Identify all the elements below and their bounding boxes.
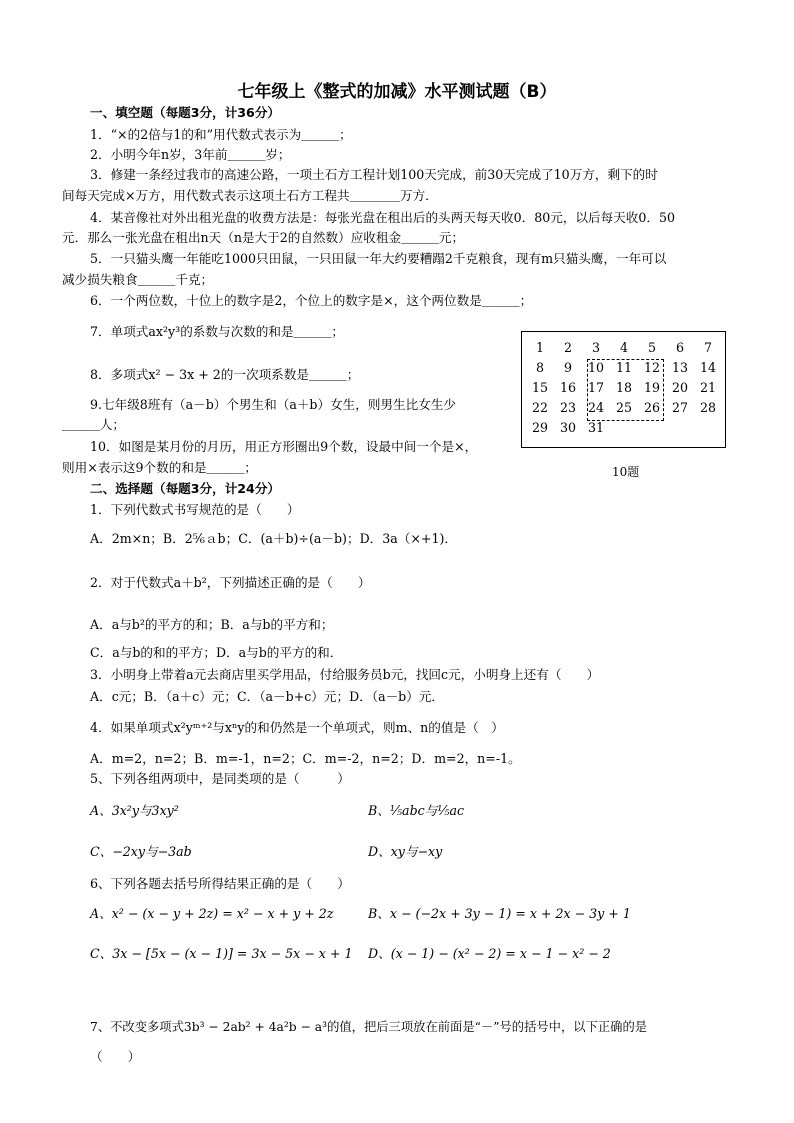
- question-8: 8．多项式x² − 3x + 2的一次项系数是＿＿＿；: [90, 367, 360, 382]
- mc-question-6-option-d: D、(x − 1) − (x² − 2) = x − 1 − x² − 2: [368, 946, 611, 961]
- calendar-day: 24: [587, 400, 605, 415]
- calendar-day: 28: [699, 400, 717, 415]
- calendar-day: 2: [563, 340, 572, 355]
- calendar-day: 16: [559, 380, 577, 395]
- mc-question-1-options: A．2m×n；B．2⁵⁄₆ａb；C．(a＋b)÷(a－b)；D．3a（×+1)．: [90, 531, 457, 546]
- question-9-line-2: ＿＿＿人；: [62, 417, 125, 432]
- mc-question-3: 3．小明身上带着a元去商店里买学用品，付给服务员b元，找回c元，小明身上还有（ ）: [90, 667, 600, 682]
- mc-question-3-options: A．c元；B．（a＋c）元；C．（a－b+c）元；D．（a－b）元．: [90, 689, 445, 704]
- calendar-day: 30: [559, 420, 577, 435]
- calendar-day: 31: [587, 420, 605, 435]
- calendar-day: 22: [531, 400, 549, 415]
- calendar-day: 8: [535, 360, 544, 375]
- mc-question-2-options-ab: A．a与b²的平方的和；B．a与b的平方和；: [90, 617, 334, 632]
- mc-question-5: 5、下列各组两项中，是同类项的是（ ）: [90, 771, 350, 786]
- calendar-day: 20: [671, 380, 689, 395]
- calendar-day: 4: [619, 340, 628, 355]
- mc-question-5-option-a: A、3x²y与3xy²: [90, 803, 179, 818]
- mc-question-4: 4．如果单项式x²yᵐ⁺²与xⁿy的和仍然是一个单项式，则m、n的值是（ ）: [90, 720, 504, 735]
- section-heading-multiple-choice: 二、选择题（每题3分，计24分）: [90, 481, 281, 496]
- calendar-day: 3: [591, 340, 600, 355]
- page-title: 七年级上《整式的加减》水平测试题（B）: [237, 82, 557, 102]
- mc-question-2: 2．对于代数式a＋b²，下列描述正确的是（ ）: [90, 575, 371, 590]
- mc-question-6-option-b: B、x − (−2x + 3y − 1) = x + 2x − 3y + 1: [368, 906, 631, 921]
- calendar-day: 7: [703, 340, 712, 355]
- calendar-day: 25: [615, 400, 633, 415]
- calendar-day: 5: [647, 340, 656, 355]
- mc-question-6: 6、下列各题去括号所得结果正确的是（ ）: [90, 876, 350, 891]
- mc-question-7-line-2: （ ）: [90, 1049, 141, 1064]
- question-7: 7．单项式ax²y³的系数与次数的和是＿＿＿；: [90, 324, 344, 339]
- calendar-day: 10: [587, 360, 605, 375]
- mc-question-6-option-a: A、x² − (x − y + 2z) = x² − x + y + 2z: [90, 906, 334, 921]
- calendar-day: 17: [587, 380, 605, 395]
- mc-question-5-option-d: D、xy与−xy: [368, 844, 443, 859]
- calendar-day: 12: [643, 360, 661, 375]
- question-9-line-1: 9.七年级8班有（a－b）个男生和（a＋b）女生，则男生比女生少: [90, 397, 457, 412]
- calendar-day: 9: [563, 360, 572, 375]
- calendar-figure: [521, 331, 726, 448]
- calendar-day: 27: [671, 400, 689, 415]
- question-5-line-1: 5．一只猫头鹰一年能吃1000只田鼠，一只田鼠一年大约要糟蹋2千克粮食，现有m只猫头鹰，一年可以: [90, 251, 667, 266]
- mc-question-6-option-c: C、3x − [5x − (x − 1)] = 3x − 5x − x + 1: [90, 946, 353, 961]
- calendar-day: 29: [531, 420, 549, 435]
- calendar-day: 23: [559, 400, 577, 415]
- mc-question-5-option-c: C、−2xy与−3ab: [90, 844, 192, 859]
- question-2: 2．小明今年n岁，3年前＿＿＿岁；: [90, 147, 291, 162]
- mc-question-2-options-cd: C．a与b的和的平方；D．a与b的平方的和．: [90, 645, 343, 660]
- question-10-line-2: 则用×表示这9个数的和是＿＿＿；: [62, 460, 257, 475]
- section-heading-fill-in: 一、填空题（每题3分，计36分）: [90, 105, 281, 120]
- question-6: 6．一个两位数，十位上的数字是2，个位上的数字是×，这个两位数是＿＿＿；: [90, 293, 533, 308]
- question-3-line-1: 3．修建一条经过我市的高速公路，一项土石方工程计划100天完成，前30天完成了10万方，剩下的时: [90, 167, 658, 182]
- question-3-line-2: 间每天完成×万方，用代数式表示这项土石方工程共＿＿＿＿万方．: [62, 188, 438, 203]
- calendar-caption: 10题: [612, 465, 640, 479]
- calendar-day: 15: [531, 380, 549, 395]
- question-4-line-2: 元．那么一张光盘在租出n天（n是大于2的自然数）应收租金＿＿＿元；: [62, 230, 465, 245]
- mc-question-4-options: A．m=2，n=2；B．m=-1，n=2；C．m=-2，n=2；D．m=2，n=-1。: [90, 751, 521, 766]
- calendar-day: 26: [643, 400, 661, 415]
- mc-question-7-line-1: 7、不改变多项式3b³ − 2ab² + 4a²b − a³的值，把后三项放在前面是“－”号的括号中，以下正确的是: [90, 1020, 648, 1034]
- calendar-day: 1: [535, 340, 544, 355]
- calendar-day: 11: [615, 360, 633, 375]
- calendar-day: 13: [671, 360, 689, 375]
- question-4-line-1: 4．某音像社对外出租光盘的收费方法是：每张光盘在租出后的头两天每天收0．80元，以后每天收0．50: [90, 210, 676, 225]
- mc-question-5-option-b: B、⅕abc与⅕ac: [368, 803, 465, 818]
- question-1: 1．“×的2倍与1的和”用代数式表示为＿＿＿；: [90, 127, 352, 142]
- mc-question-1: 1．下列代数式书写规范的是（ ）: [90, 502, 300, 517]
- calendar-day: 14: [699, 360, 717, 375]
- calendar-day: 19: [643, 380, 661, 395]
- calendar-day: 18: [615, 380, 633, 395]
- question-10-line-1: 10．如图是某月份的月历，用正方形圈出9个数，设最中间一个是×，: [90, 439, 478, 454]
- calendar-day: 6: [675, 340, 684, 355]
- calendar-day: 21: [699, 380, 717, 395]
- question-5-line-2: 减少损失粮食＿＿＿千克；: [62, 272, 214, 287]
